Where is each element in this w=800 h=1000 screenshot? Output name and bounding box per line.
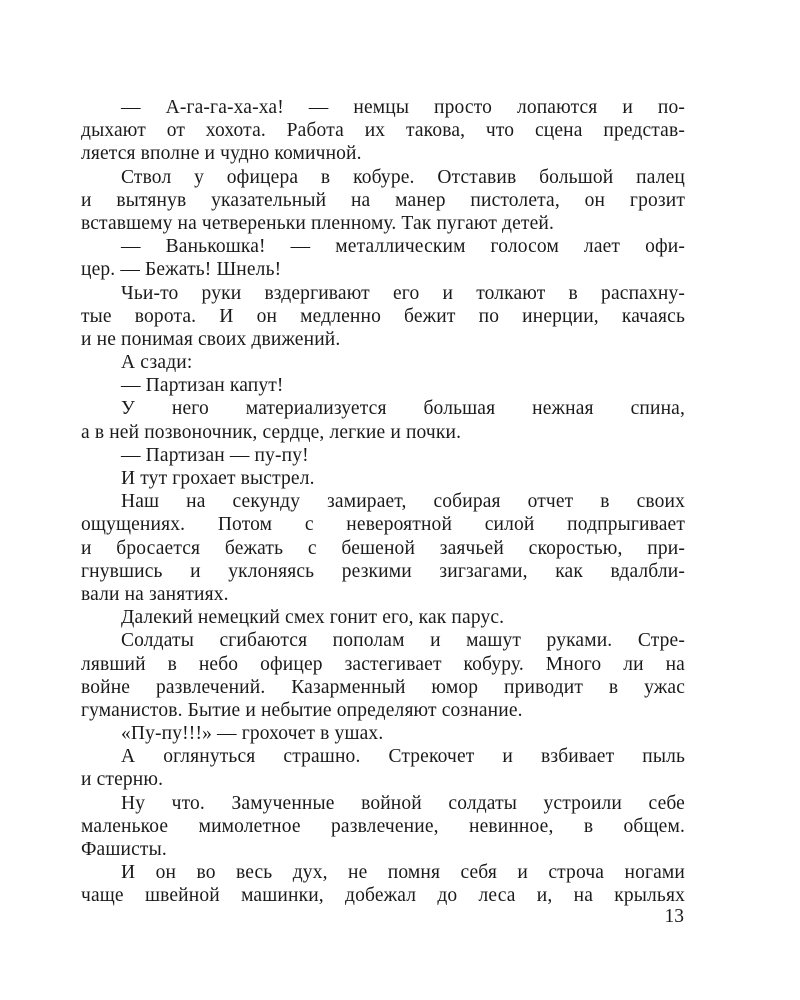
text-line: а в ней позвоночник, сердце, легкие и почки. <box>81 421 462 443</box>
text-line: — Партизан — пу-пу! <box>121 444 309 466</box>
text-line: ляется вполне и чудно комичной. <box>81 143 362 165</box>
text-line: Фашисты. <box>81 839 167 860</box>
text-line: и вытянув указательный на манер пистолета, он грозит <box>81 189 685 211</box>
text-line: и стерню. <box>81 769 164 791</box>
text-line: гуманистов. Бытие и небытие определяют сознание. <box>81 699 523 721</box>
text-line: вставшему на четвереньки пленному. Так пугают детей. <box>81 212 555 234</box>
body-text <box>81 96 685 908</box>
text-line: Солдаты сгибаются пополам и машут руками. Стре- <box>121 630 685 652</box>
text-line: Ствол у офицера в кобуре. Отставив большой палец <box>121 166 685 188</box>
text-line: «Пу-пу!!!» — грохочет в ушах. <box>121 723 384 745</box>
text-line: маленькое мимолетное развлечение, невинное, в общем. <box>81 815 685 837</box>
text-line: Ну что. Замученные войной солдаты устроили себе <box>121 792 685 814</box>
text-line: войне развлечений. Казарменный юмор приводит в ужас <box>81 676 685 698</box>
text-line: — А-га-га-ха-ха! — немцы просто лопаются и по- <box>121 97 685 118</box>
text-line: тые ворота. И он медленно бежит по инерции, качаясь <box>81 305 685 327</box>
text-line: У него материализуется большая нежная спина, <box>121 398 685 420</box>
text-line: лявший в небо офицер застегивает кобуру. Много ли на <box>81 653 685 675</box>
text-line: И тут грохает выстрел. <box>121 468 315 489</box>
text-line: Далекий немецкий смех гонит его, как парус. <box>121 607 505 629</box>
text-line: и бросается бежать с бешеной заячьей скоростью, при- <box>81 537 685 559</box>
text-line: цер. — Бежать! Шнель! <box>81 259 282 281</box>
text-line: А оглянуться страшно. Стрекочет и взбивает пыль <box>121 746 685 768</box>
text-line: Наш на секунду замирает, собирая отчет в своих <box>121 491 685 513</box>
text-line: — Партизан капут! <box>121 375 284 397</box>
text-line: Чьи-то руки вздергивают его и толкают в распахну- <box>121 282 685 304</box>
text-line: и не понимая своих движений. <box>81 328 341 350</box>
text-line: ощущениях. Потом с невероятной силой подпрыгивает <box>81 514 685 536</box>
text-line: вали на занятиях. <box>81 583 229 605</box>
text-line: А сзади: <box>121 352 193 374</box>
text-line: чаще швейной машинки, добежал до леса и, на крыльях <box>81 885 685 907</box>
text-line: дыхают от хохота. Работа их такова, что сцена представ- <box>81 120 685 142</box>
text-line: И он во весь дух, не помня себя и строча ногами <box>121 862 685 884</box>
text-line: — Ванькошка! — металлическим голосом лает офи- <box>121 236 685 258</box>
page-number: 13 <box>664 906 684 927</box>
text-line: гнувшись и уклоняясь резкими зигзагами, как вдалбли- <box>81 560 685 582</box>
